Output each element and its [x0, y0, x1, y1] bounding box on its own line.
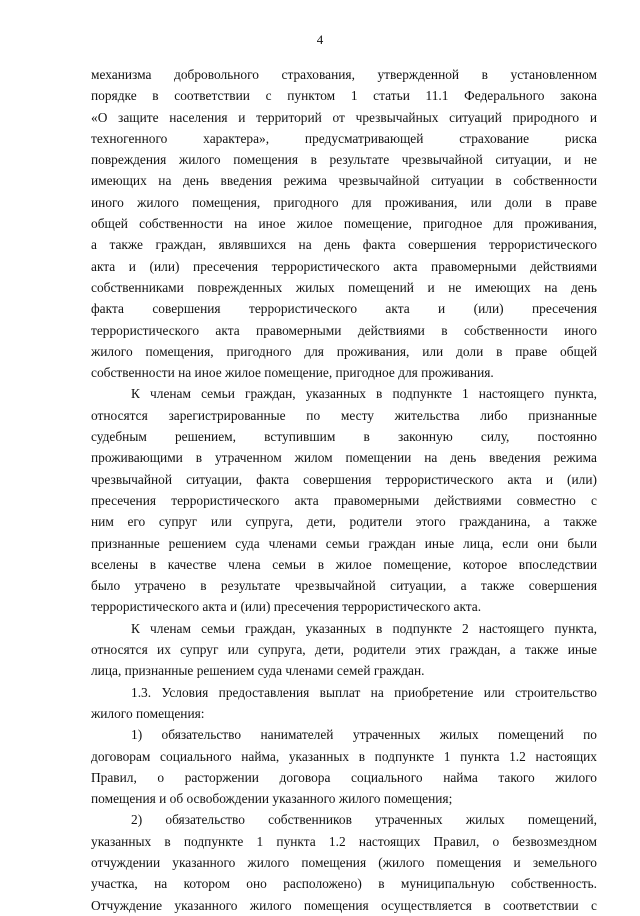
text-line: договорам социального найма, указанных в подпункте 1 пункта 1.2 настоящих — [91, 748, 597, 764]
text-line: 1.3. Условия предоставления выплат на приобретение или строительство — [131, 684, 597, 700]
text-line: а также граждан, являвшихся на день факта совершения террористического — [91, 237, 597, 253]
paragraph — [91, 64, 597, 383]
text-line: факта совершения террористического акта и (или) пресечения — [91, 301, 597, 317]
text-line: относятся их супруг или супруга, дети, родители этих граждан, а также иные — [91, 642, 597, 658]
page-number: 4 — [316, 32, 324, 47]
text-line: общей собственности на иное жилое помещение, пригодное для проживания, — [91, 216, 597, 232]
text-line: К членам семьи граждан, указанных в подпункте 1 настоящего пункта, — [131, 386, 597, 402]
text-line: жилого помещения, пригодного для проживания, или доли в праве общей — [91, 343, 597, 359]
text-line: Правил, о расторжении договора социального найма такого жилого — [91, 769, 597, 785]
text-line: техногенного характера», предусматривающей страхование риска — [91, 130, 597, 146]
text-line: 2) обязательство собственников утраченных жилых помещений, — [131, 812, 597, 828]
text-line: пресечения террористического акта правомерными действиями совместно с — [91, 492, 597, 508]
paragraph — [91, 724, 597, 809]
text-line: К членам семьи граждан, указанных в подпункте 2 настоящего пункта, — [131, 620, 597, 636]
text-line: судебным решением, вступившим в законную силу, постоянно — [91, 429, 597, 445]
text-line: собственниками поврежденных жилых помещений и не имеющих на день — [91, 279, 597, 295]
text-line: участка, на котором оно расположено) в муниципальную собственность. — [91, 876, 597, 892]
text-line: «О защите населения и территорий от чрезвычайных ситуаций природного и — [91, 109, 597, 125]
text-line: 1) обязательство нанимателей утраченных жилых помещений по — [131, 727, 597, 743]
paragraph — [91, 618, 597, 682]
text-line: иного жилого помещения, пригодного для проживания, или доли в праве — [91, 194, 597, 210]
paragraph — [91, 682, 597, 725]
text-line: повреждения жилого помещения в результате чрезвычайной ситуации, и не — [91, 152, 597, 168]
text-line: отчуждении указанного жилого помещения (жилого помещения и земельного — [91, 854, 597, 870]
paragraph — [91, 383, 597, 617]
document-body — [91, 64, 597, 916]
text-line: проживающими в утраченном жилом помещении на день введения режима — [91, 450, 597, 466]
text-line: имеющих на день введения режима чрезвычайной ситуации в собственности — [91, 173, 597, 189]
text-line: акта и (или) пресечения террористического акта правомерными действиями — [91, 258, 597, 274]
text-line: чрезвычайной ситуации, факта совершения террористического акта и (или) — [91, 471, 597, 487]
text-line: вселены в качестве члена семьи в жилое помещение, которое впоследствии — [91, 556, 597, 572]
text-line: собственности на иное жилое помещение, пригодное для проживания. — [91, 365, 494, 381]
text-line: порядке в соответствии с пунктом 1 статьи 11.1 Федерального закона — [91, 88, 597, 104]
text-line: помещения и об освобождении указанного жилого помещения; — [91, 791, 453, 807]
text-line: ним его супруг или супруга, дети, родители этого гражданина, а также — [91, 514, 597, 530]
text-line: указанных в подпункте 1 пункта 1.2 настоящих Правил, о безвозмездном — [91, 833, 597, 849]
paragraph — [91, 809, 597, 915]
text-line: Отчуждение указанного жилого помещения осуществляется в соответствии с — [91, 897, 597, 913]
text-line: механизма добровольного страхования, утвержденной в установленном — [91, 67, 597, 82]
text-line: террористического акта правомерными действиями в собственности иного — [91, 322, 597, 338]
text-line: признанные решением суда членами семьи граждан иные лица, если они были — [91, 535, 597, 551]
text-line: относятся зарегистрированные по месту жительства либо признанные — [91, 407, 597, 423]
text-line: было утрачено в результате чрезвычайной ситуации, а также совершения — [91, 578, 597, 594]
text-line: жилого помещения: — [91, 705, 205, 721]
text-line: террористического акта и (или) пресечения террористического акта. — [91, 599, 482, 615]
text-line: лица, признанные решением суда членами семей граждан. — [91, 663, 425, 679]
